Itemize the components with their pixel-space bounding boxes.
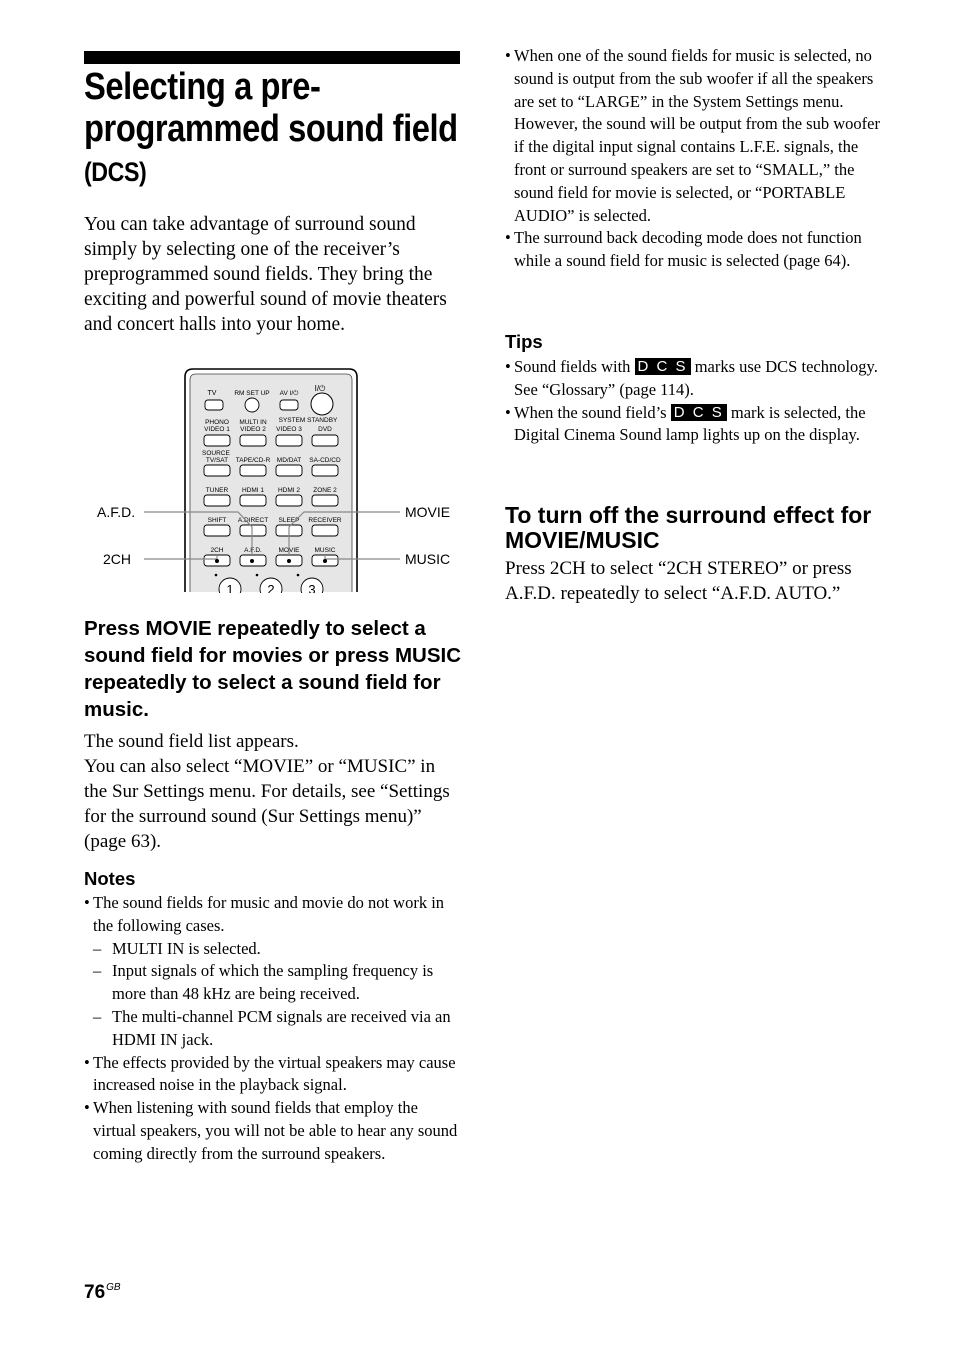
- dvd-button[interactable]: [312, 435, 338, 446]
- callout-afd: A.F.D.: [97, 504, 136, 520]
- tip-item: [505, 402, 885, 448]
- label-afd: A.F.D.: [244, 547, 262, 554]
- callout-dot-movie: [287, 559, 291, 563]
- hdmi1-button[interactable]: [240, 495, 266, 506]
- title-line-2: programmed sound field: [84, 108, 458, 150]
- receiver-button[interactable]: [312, 525, 338, 536]
- video2-button[interactable]: [240, 435, 266, 446]
- label-power: I/⏻: [314, 384, 326, 393]
- num-2-label: 2: [267, 582, 275, 593]
- dot-2: [256, 574, 259, 577]
- num-1-label: 1: [226, 582, 234, 593]
- label-movie: MOVIE: [278, 547, 300, 554]
- label-zone2: ZONE 2: [313, 487, 337, 494]
- dot-1: [215, 574, 218, 577]
- label-tv: TV: [207, 390, 217, 397]
- num-3-label: 3: [308, 582, 316, 593]
- tip-2-post: mark is selected, the Digital Cinema Sound lamp lights up on the display.: [514, 402, 866, 445]
- tip-item: [505, 356, 885, 402]
- note-item: • The surround back decoding mode does not function while a sound field for music is selected (page 64).: [505, 227, 885, 273]
- note-1-sublist: [93, 938, 464, 1052]
- callout-music: MUSIC: [405, 551, 451, 567]
- surround-off-heading: To turn off the surround effect for MOVIE/MUSIC: [505, 502, 872, 553]
- notes-list-continued: [505, 45, 885, 273]
- label-hdmi2: HDMI 2: [277, 487, 301, 494]
- note-item: • When one of the sound fields for music is selected, no sound is output from the sub woofer if all the speakers are set to “LARGE” in the System Settings menu. However, the sound will be output from the sub woofer if the digital input signal contains L.F.E. signals, the front or surround speakers are set to “SMALL,” the sound field for movie is selected, or “PORTABLE AUDIO” is selected.: [505, 45, 885, 227]
- tip-2-pre: When the sound field’s: [514, 402, 667, 422]
- hdmi2-button[interactable]: [276, 495, 302, 506]
- label-video3: VIDEO 3: [276, 426, 302, 433]
- label-multi-in: MULTI IN: [239, 419, 267, 426]
- label-dvd: DVD: [318, 426, 332, 433]
- label-sa-cd: SA-CD/CD: [309, 457, 341, 464]
- sa-cd-button[interactable]: [312, 465, 338, 476]
- note-1-sub-3: – The multi-channel PCM signals are received via an HDMI IN jack.: [93, 1006, 464, 1052]
- page-number-value: 76: [84, 1282, 106, 1303]
- label-receiver: RECEIVER: [308, 517, 342, 524]
- power-button[interactable]: [311, 393, 333, 415]
- callout-dot-music: [323, 559, 327, 563]
- callout-movie: MOVIE: [405, 504, 451, 520]
- zone2-button[interactable]: [312, 495, 338, 506]
- page-region: GB: [106, 1282, 121, 1293]
- step-body-line-1: The sound field list appears.: [84, 731, 299, 752]
- md-dat-button[interactable]: [276, 465, 302, 476]
- a-direct-button[interactable]: [240, 525, 266, 536]
- label-a-direct: A.DIRECT: [237, 517, 269, 524]
- tips-list: [505, 356, 885, 447]
- note-1-sub-2: – Input signals of which the sampling frequency is more than 48 kHz are being received.: [93, 960, 464, 1006]
- label-music: MUSIC: [314, 547, 336, 554]
- label-tape-cdr: TAPE/CD-R: [235, 457, 271, 464]
- surround-off-body: Press 2CH to select “2CH STEREO” or press A.F.D. repeatedly to select “A.F.D. AUTO.”: [505, 558, 852, 604]
- label-2ch: 2CH: [210, 547, 224, 554]
- label-system-standby: SYSTEM STANDBY: [278, 417, 338, 424]
- note-1-text: The sound fields for music and movie do not work in the following cases.: [93, 893, 445, 935]
- label-md-dat: MD/DAT: [276, 457, 302, 464]
- page-number: [84, 1282, 121, 1304]
- remote-diagram: [84, 365, 484, 593]
- label-av-power: AV I/⏻: [279, 390, 299, 397]
- label-sleep: SLEEP: [278, 517, 300, 524]
- dot-3: [297, 574, 300, 577]
- title-bar: [84, 51, 460, 64]
- dcs-mark-badge: D C S: [635, 358, 691, 375]
- step-heading: Press MOVIE repeatedly to select a sound field for movies or press MUSIC repeatedly to select a sound field for music.: [84, 617, 462, 721]
- label-rm-set-up: RM SET UP: [234, 390, 270, 397]
- label-tv-sat: TV/SAT: [205, 457, 229, 464]
- tuner-button[interactable]: [204, 495, 230, 506]
- tip-1-post: marks use DCS technology. See “Glossary” (page 114).: [514, 357, 878, 399]
- video1-button[interactable]: [204, 435, 230, 446]
- tape-cdr-button[interactable]: [240, 465, 266, 476]
- label-phono: PHONO: [205, 419, 229, 426]
- label-video2: VIDEO 2: [240, 426, 266, 433]
- callout-dot-2ch: [215, 559, 219, 563]
- title-subtitle: (DCS): [84, 157, 147, 187]
- intro-paragraph: You can take advantage of surround sound simply by selecting one of the receiver’s preprogrammed sound fields. They bring the exciting and powerful sound of movie theaters and concert halls into your home.: [84, 214, 447, 335]
- label-tuner: TUNER: [205, 487, 229, 494]
- tip-1-pre: Sound fields with: [514, 357, 631, 376]
- title-line-1: Selecting a pre-: [84, 66, 321, 108]
- step-body: [84, 729, 462, 854]
- callout-dot-afd: [250, 559, 254, 563]
- callout-2ch: 2CH: [103, 551, 132, 567]
- tv-sat-button[interactable]: [204, 465, 230, 476]
- video3-button[interactable]: [276, 435, 302, 446]
- dcs-mark-badge: D C S: [671, 404, 727, 421]
- label-hdmi1: HDMI 1: [241, 487, 265, 494]
- notes-heading: Notes: [84, 868, 136, 889]
- label-video1: VIDEO 1: [204, 426, 230, 433]
- notes-list: [84, 892, 464, 1166]
- label-source: SOURCE: [202, 450, 230, 457]
- rm-set-up-button[interactable]: [245, 398, 259, 412]
- note-item: • When listening with sound fields that employ the virtual speakers, you will not be able to hear any sound coming directly from the surround speakers.: [84, 1097, 464, 1165]
- shift-button[interactable]: [204, 525, 230, 536]
- av-power-button[interactable]: [280, 400, 298, 410]
- note-item: [84, 892, 464, 1052]
- tips-heading: Tips: [505, 331, 543, 352]
- tv-button[interactable]: [205, 400, 223, 410]
- label-shift: SHIFT: [207, 517, 227, 524]
- page-title: [84, 66, 462, 190]
- step-body-line-2: You can also select “MOVIE” or “MUSIC” in the Sur Settings menu. For details, see “Settings for the surround sound (Sur Settings menu)” (page 63).: [84, 756, 450, 852]
- note-item: • The effects provided by the virtual speakers may cause increased noise in the playback signal.: [84, 1052, 464, 1098]
- note-1-sub-1: – MULTI IN is selected.: [93, 938, 464, 961]
